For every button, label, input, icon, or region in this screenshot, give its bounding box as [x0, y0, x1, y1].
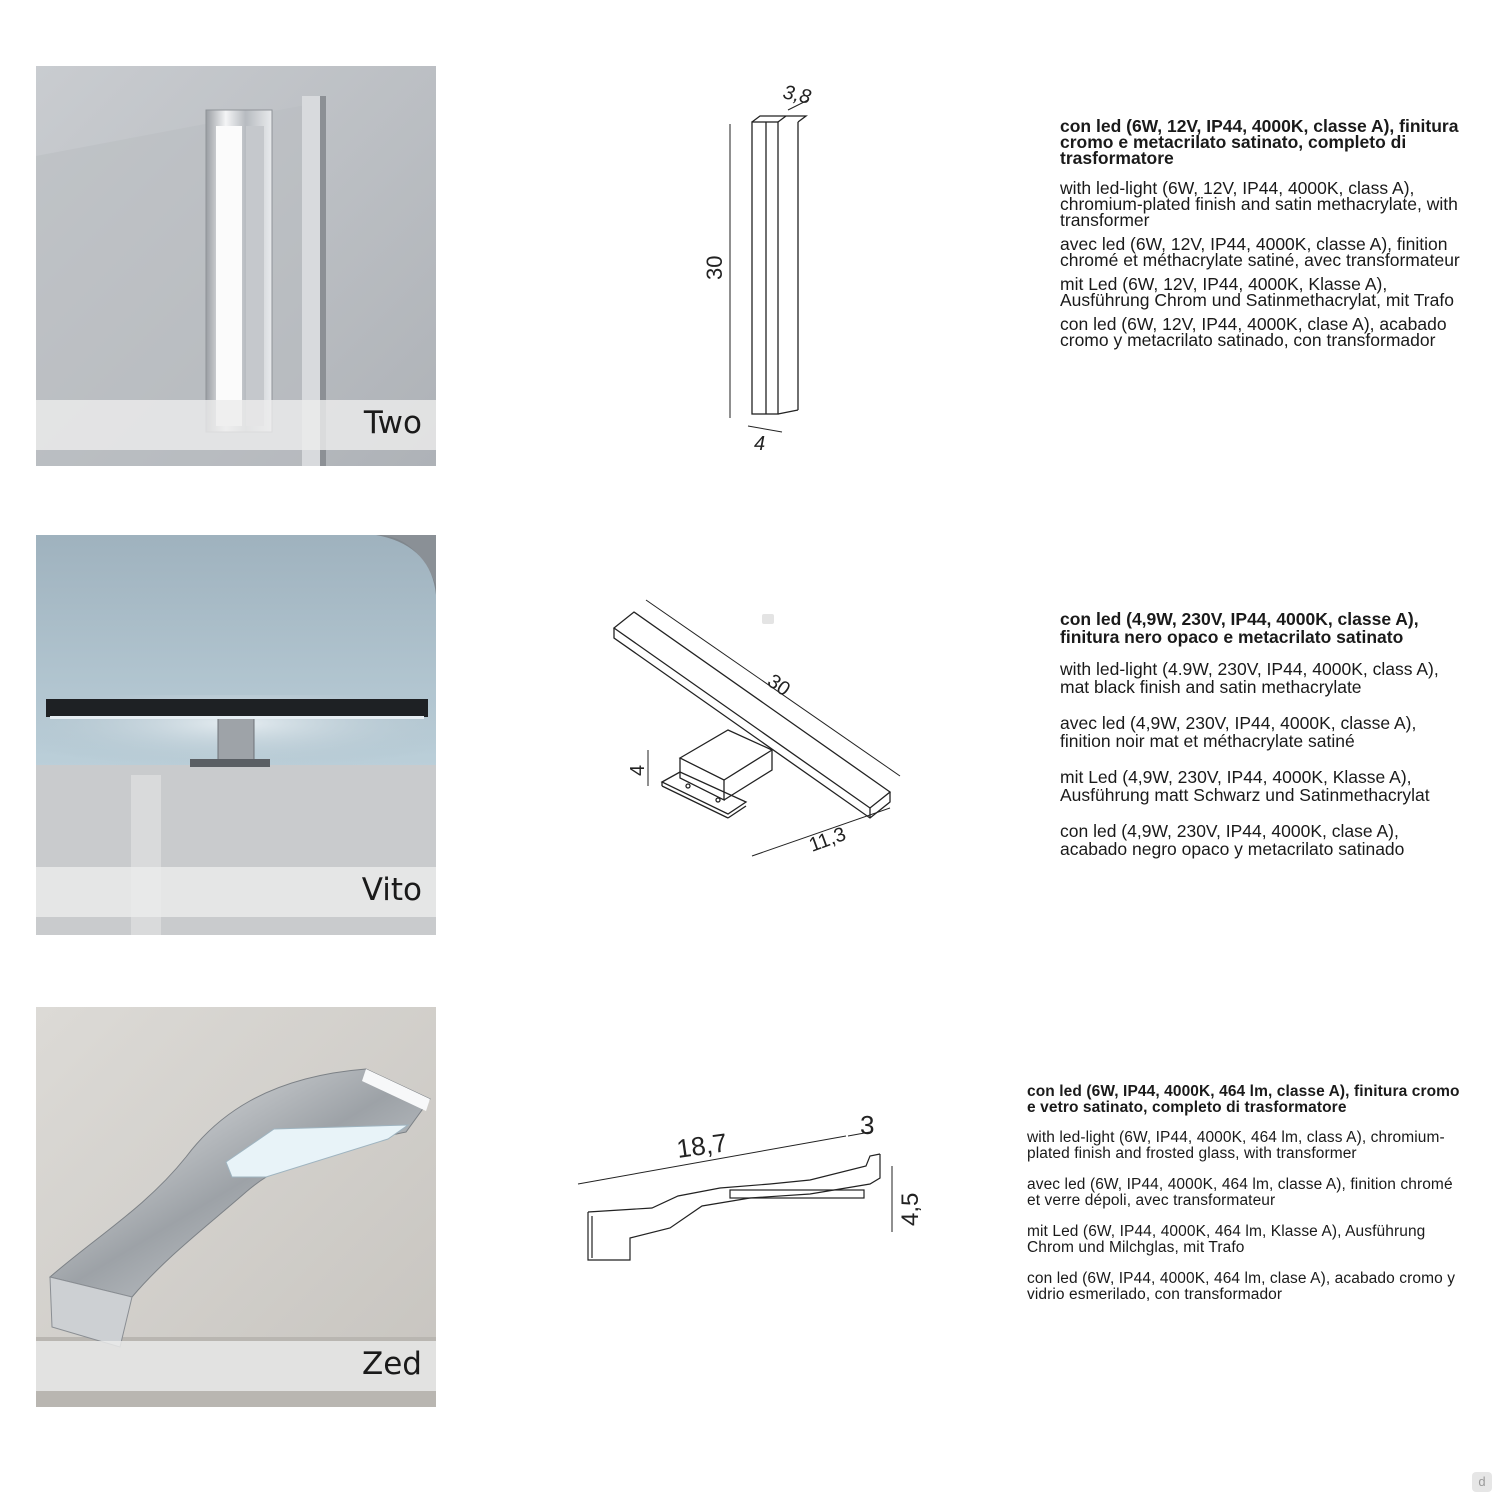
spec-german: mit Led (6W, IP44, 4000K, 464 lm, Klasse A), Ausführung Chrom und Milchglas, mit Trafo: [1027, 1223, 1426, 1256]
two-dimension-drawing: [690, 70, 840, 470]
product-name: Two: [363, 405, 422, 441]
dimension-width: 4: [754, 433, 766, 455]
spec-italian: con led (4,9W, 230V, IP44, 4000K, classe A), finitura nero opaco e metacrilato satinato: [1060, 609, 1419, 647]
dimension-projection: 11,3: [806, 823, 849, 857]
spec-text-zed: [1027, 1084, 1467, 1311]
name-band: [36, 867, 436, 917]
zed-dimension-drawing: [570, 1100, 940, 1280]
vito-dimension-drawing: [600, 590, 920, 880]
product-name: Zed: [362, 1346, 422, 1382]
product-photo-two: [36, 66, 436, 466]
dimension-length: 18,7: [674, 1127, 729, 1164]
spec-german: mit Led (4,9W, 230V, IP44, 4000K, Klasse A), Ausführung matt Schwarz und Satinmethacrylat: [1060, 767, 1430, 805]
spec-text-vito: [1060, 610, 1460, 866]
dimension-depth: 3: [860, 1110, 875, 1140]
spec-german: mit Led (6W, 12V, IP44, 4000K, Klasse A), Ausführung Chrom und Satinmethacrylat, mit Trafo: [1060, 274, 1454, 310]
spec-spanish: con led (4,9W, 230V, IP44, 4000K, clase A), acabado negro opaco y metacrilato satinado: [1060, 821, 1405, 859]
spec-french: avec led (4,9W, 230V, IP44, 4000K, classe A), finition noir mat et méthacrylate satiné: [1060, 713, 1417, 751]
spec-english: with led-light (6W, IP44, 4000K, 464 lm, class A), chromium-plated finish and frosted glass, with transformer: [1027, 1129, 1445, 1162]
watermark-logo: d: [1472, 1472, 1492, 1492]
spec-english: with led-light (4.9W, 230V, IP44, 4000K, class A), mat black finish and satin methacrylate: [1060, 659, 1439, 697]
dimension-height: 4,5: [897, 1192, 924, 1226]
dimension-height: 30: [702, 255, 727, 280]
spec-spanish: con led (6W, 12V, IP44, 4000K, clase A), acabado cromo y metacrilato satinado, con transformador: [1060, 314, 1447, 350]
dimension-depth: 3,8: [780, 81, 813, 109]
spec-italian: con led (6W, 12V, IP44, 4000K, classe A), finitura cromo e metacrilato satinato, completo di trasformatore: [1060, 116, 1459, 168]
spec-spanish: con led (6W, IP44, 4000K, 464 lm, clase A), acabado cromo y vidrio esmerilado, con transformador: [1027, 1270, 1456, 1303]
product-name: Vito: [361, 872, 422, 908]
dimension-height: 4: [627, 764, 649, 776]
product-photo-zed: [36, 1007, 436, 1407]
spec-text-two: [1060, 118, 1470, 356]
dimension-length: 30: [763, 670, 794, 701]
technical-drawing-vito: [600, 590, 920, 885]
spec-french: avec led (6W, IP44, 4000K, 464 lm, classe A), finition chromé et verre dépoli, avec transformateur: [1027, 1176, 1453, 1209]
product-photo-vito: [36, 535, 436, 935]
spec-english: with led-light (6W, 12V, IP44, 4000K, class A), chromium-plated finish and satin methacrylate, with transformer: [1060, 178, 1458, 230]
spec-italian: con led (6W, IP44, 4000K, 464 lm, classe A), finitura cromo e vetro satinato, completo di trasformatore: [1027, 1083, 1460, 1116]
technical-drawing-zed: [570, 1100, 940, 1285]
spec-french: avec led (6W, 12V, IP44, 4000K, classe A), finition chromé et méthacrylate satiné, avec transformateur: [1060, 234, 1460, 270]
name-band: [36, 1341, 436, 1391]
technical-drawing-two: [690, 70, 840, 475]
name-band: [36, 400, 436, 450]
